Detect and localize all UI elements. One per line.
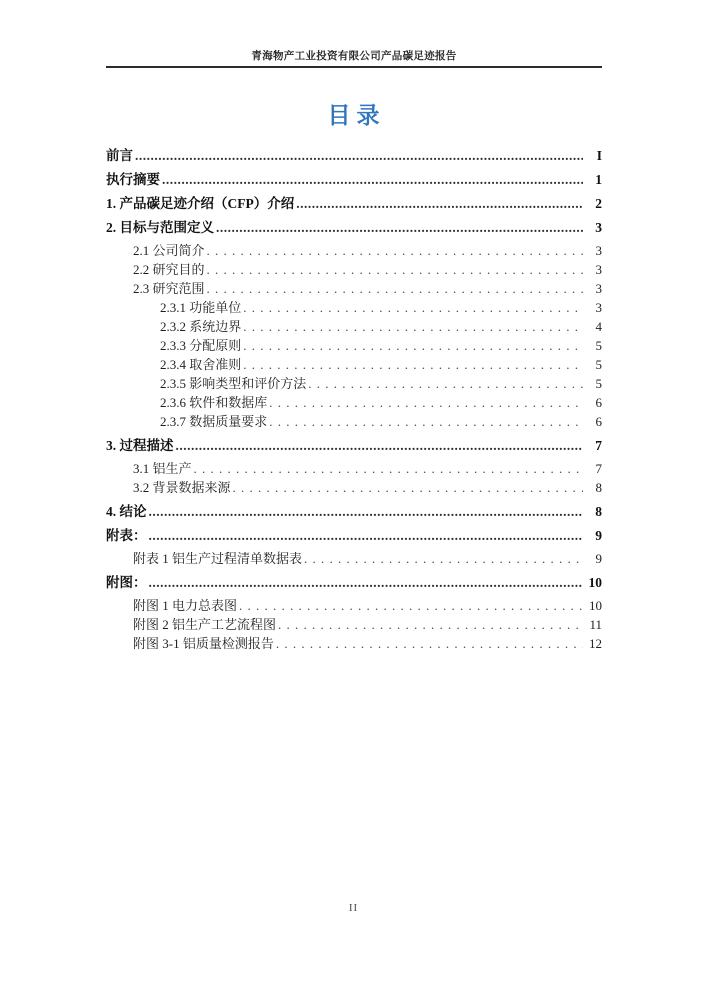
toc-entry-label: 2.2 研究目的 bbox=[133, 262, 205, 277]
toc-entry-page: I bbox=[596, 148, 602, 163]
toc-entry[interactable] bbox=[106, 241, 602, 260]
toc-entry-page: 7 bbox=[595, 438, 602, 453]
toc-dot-leader bbox=[243, 336, 583, 355]
toc-entry-page: 5 bbox=[595, 376, 602, 391]
toc-entry-label: 前言 bbox=[106, 148, 133, 163]
toc-dot-leader bbox=[243, 298, 583, 317]
toc-entry[interactable] bbox=[106, 549, 602, 568]
toc-dot-leader bbox=[149, 573, 584, 592]
toc-dot-leader bbox=[304, 549, 583, 568]
toc-entry[interactable] bbox=[106, 526, 602, 545]
toc-entry-label: 执行摘要 bbox=[106, 172, 160, 187]
toc-entry-label: 附表： bbox=[106, 528, 147, 543]
toc-entry-label: 2.3.1 功能单位 bbox=[160, 300, 242, 315]
toc-entry-label: 3. 过程描述 bbox=[106, 438, 174, 453]
toc-entry-page: 2 bbox=[595, 196, 602, 211]
toc-entry-label: 2. 目标与范围定义 bbox=[106, 220, 214, 235]
toc-dot-leader bbox=[239, 596, 583, 615]
toc-entry[interactable] bbox=[106, 478, 602, 497]
toc-entry[interactable] bbox=[106, 336, 602, 355]
toc-entry-label: 2.3.7 数据质量要求 bbox=[160, 414, 268, 429]
toc-entry-label: 附表 1 铝生产过程清单数据表 bbox=[133, 551, 303, 566]
toc-entry-label: 1. 产品碳足迹介绍（CFP）介绍 bbox=[106, 196, 295, 211]
toc-dot-leader bbox=[135, 146, 583, 165]
toc-entry-page: 3 bbox=[595, 300, 602, 315]
toc-entry[interactable] bbox=[106, 412, 602, 431]
toc-entry-page: 5 bbox=[595, 338, 602, 353]
toc-entry-page: 3 bbox=[595, 220, 602, 235]
toc-entry-page: 6 bbox=[595, 395, 602, 410]
toc-entry-label: 2.3.4 取舍准则 bbox=[160, 357, 242, 372]
toc-entry[interactable] bbox=[106, 317, 602, 336]
toc-entry-label: 2.3.5 影响类型和评价方法 bbox=[160, 376, 307, 391]
toc-dot-leader bbox=[216, 218, 583, 237]
toc-entry-page: 4 bbox=[595, 319, 602, 334]
toc-entry[interactable] bbox=[106, 502, 602, 521]
toc-dot-leader bbox=[176, 436, 584, 455]
toc-entry[interactable] bbox=[106, 298, 602, 317]
toc-entry[interactable] bbox=[106, 170, 602, 189]
toc-entry-page: 1 bbox=[595, 172, 602, 187]
toc-entry[interactable] bbox=[106, 355, 602, 374]
toc-entry[interactable] bbox=[106, 436, 602, 455]
report-header-title: 青海物产工业投资有限公司产品碳足迹报告 bbox=[251, 51, 457, 62]
toc-entry-label: 2.3.6 软件和数据库 bbox=[160, 395, 268, 410]
header-rule bbox=[106, 66, 602, 68]
toc-entry-label: 2.3.3 分配原则 bbox=[160, 338, 242, 353]
toc-dot-leader bbox=[149, 502, 584, 521]
toc-entry[interactable] bbox=[106, 459, 602, 478]
toc-entry-label: 附图 3-1 铝质量检测报告 bbox=[133, 636, 274, 651]
toc-dot-leader bbox=[162, 170, 583, 189]
toc-entry[interactable] bbox=[106, 194, 602, 213]
toc-entry[interactable] bbox=[106, 596, 602, 615]
toc-entry-page: 5 bbox=[595, 357, 602, 372]
toc-entry-page: 11 bbox=[589, 617, 602, 632]
toc-entry-page: 8 bbox=[595, 504, 602, 519]
toc-dot-leader bbox=[276, 634, 583, 653]
toc-title: 目录 bbox=[327, 103, 386, 128]
toc-entry[interactable] bbox=[106, 218, 602, 237]
toc-entry[interactable] bbox=[106, 374, 602, 393]
toc-dot-leader bbox=[296, 194, 583, 213]
toc-entry-label: 2.3 研究范围 bbox=[133, 281, 205, 296]
toc-dot-leader bbox=[269, 393, 583, 412]
toc-dot-leader bbox=[269, 412, 583, 431]
toc-dot-leader bbox=[194, 459, 583, 478]
toc-entry[interactable] bbox=[106, 279, 602, 298]
toc-dot-leader bbox=[207, 260, 583, 279]
toc-entry[interactable] bbox=[106, 393, 602, 412]
toc-dot-leader bbox=[207, 279, 583, 298]
toc-entry[interactable] bbox=[106, 615, 602, 634]
toc-entry[interactable] bbox=[106, 573, 602, 592]
toc-entry-page: 9 bbox=[595, 551, 602, 566]
toc-entry[interactable] bbox=[106, 146, 602, 165]
toc-entry-label: 3.2 背景数据来源 bbox=[133, 480, 231, 495]
toc-entry[interactable] bbox=[106, 634, 602, 653]
toc-entry-label: 2.3.2 系统边界 bbox=[160, 319, 242, 334]
page-number: II bbox=[348, 902, 359, 914]
toc-dot-leader bbox=[207, 241, 583, 260]
toc-dot-leader bbox=[308, 374, 583, 393]
toc-dot-leader bbox=[243, 355, 583, 374]
toc-entry[interactable] bbox=[106, 260, 602, 279]
toc-entry-label: 3.1 铝生产 bbox=[133, 461, 192, 476]
toc-dot-leader bbox=[278, 615, 583, 634]
toc-dot-leader bbox=[233, 478, 583, 497]
toc-entry-label: 2.1 公司简介 bbox=[133, 243, 205, 258]
toc-dot-leader bbox=[243, 317, 583, 336]
toc-dot-leader bbox=[149, 526, 584, 545]
toc-list bbox=[106, 141, 602, 653]
toc-entry-page: 6 bbox=[595, 414, 602, 429]
toc-entry-page: 7 bbox=[595, 461, 602, 476]
toc-entry-page: 12 bbox=[589, 636, 602, 651]
toc-entry-page: 9 bbox=[595, 528, 602, 543]
toc-entry-page: 8 bbox=[595, 480, 602, 495]
toc-entry-label: 附图 2 铝生产工艺流程图 bbox=[133, 617, 277, 632]
toc-entry-label: 附图： bbox=[106, 575, 147, 590]
toc-entry-page: 3 bbox=[595, 262, 602, 277]
toc-entry-page: 3 bbox=[595, 243, 602, 258]
toc-entry-page: 10 bbox=[589, 598, 602, 613]
toc-entry-label: 附图 1 电力总表图 bbox=[133, 598, 238, 613]
toc-entry-page: 10 bbox=[588, 575, 602, 590]
toc-entry-page: 3 bbox=[595, 281, 602, 296]
toc-entry-label: 4. 结论 bbox=[106, 504, 147, 519]
